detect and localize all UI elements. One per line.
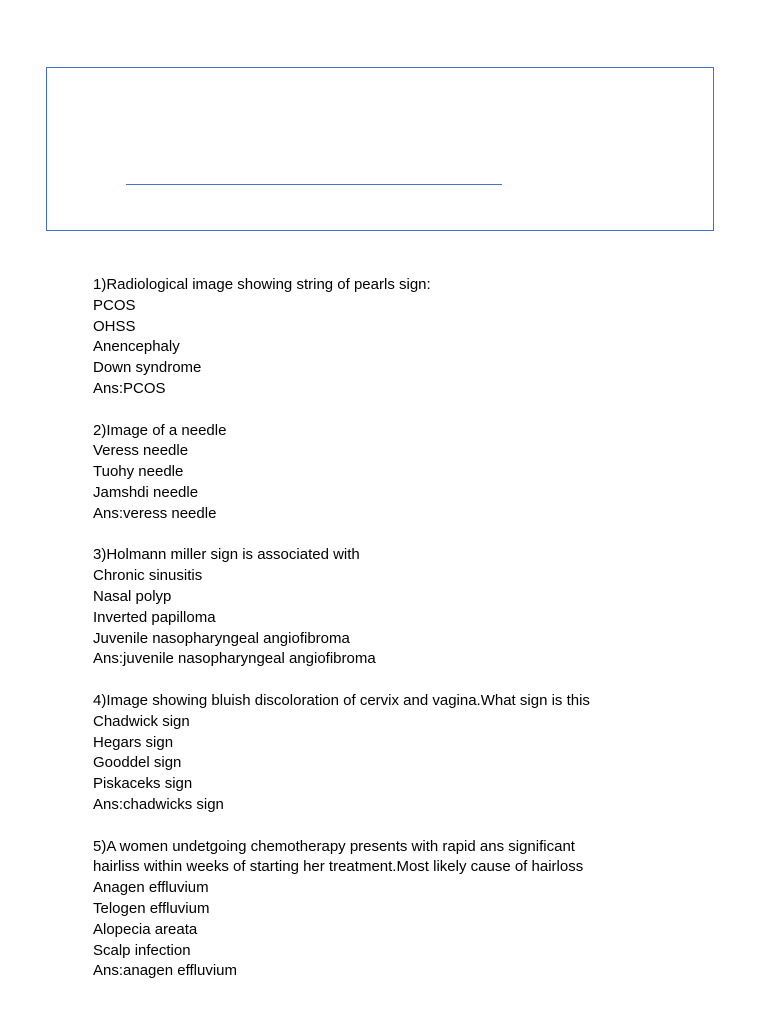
answer-option: Gooddel sign [93,754,182,772]
answer-option: Chronic sinusitis [93,567,203,585]
answer-option: OHSS [93,317,136,335]
correct-answer: Ans:PCOS [93,379,166,397]
question-stem: 2)Image of a needle [93,421,227,439]
answer-option: Veress needle [93,442,189,460]
question-block [93,421,733,525]
question-stem-continued: hairliss within weeks of starting her treatment.Most likely cause of hairloss [93,858,584,876]
question-block [93,837,733,983]
question-block [93,691,733,816]
correct-answer: Ans:anagen effluvium [93,962,237,980]
correct-answer: Ans:chadwicks sign [93,795,224,813]
header-box [46,67,714,231]
question-stem: 5)A women undetgoing chemotherapy presents with rapid ans significant [93,837,575,855]
answer-option: Inverted papilloma [93,608,216,626]
question-stem: 4)Image showing bluish discoloration of cervix and vagina.What sign is this [93,691,590,709]
answer-option: Anencephaly [93,338,180,356]
correct-answer: Ans:veress needle [93,504,217,522]
answer-option: Chadwick sign [93,712,190,730]
answer-option: Nasal polyp [93,587,172,605]
answer-option: PCOS [93,296,136,314]
answer-option: Juvenile nasopharyngeal angiofibroma [93,629,350,647]
question-block [93,545,733,670]
answer-option: Telogen effluvium [93,899,210,917]
answer-option: Tuohy needle [93,463,184,481]
answer-option: Alopecia areata [93,920,198,938]
answer-option: Piskaceks sign [93,775,193,793]
question-block [93,275,733,400]
question-stem: 1)Radiological image showing string of pearls sign: [93,276,431,293]
correct-answer: Ans:juvenile nasopharyngeal angiofibroma [93,650,376,668]
answer-option: Scalp infection [93,941,191,959]
answer-option: Jamshdi needle [93,483,199,501]
header-divider-line [126,184,502,185]
question-list [93,275,733,1003]
answer-option: Anagen effluvium [93,879,209,897]
answer-option: Down syndrome [93,359,202,377]
question-stem: 3)Holmann miller sign is associated with [93,546,360,564]
answer-option: Hegars sign [93,733,174,751]
